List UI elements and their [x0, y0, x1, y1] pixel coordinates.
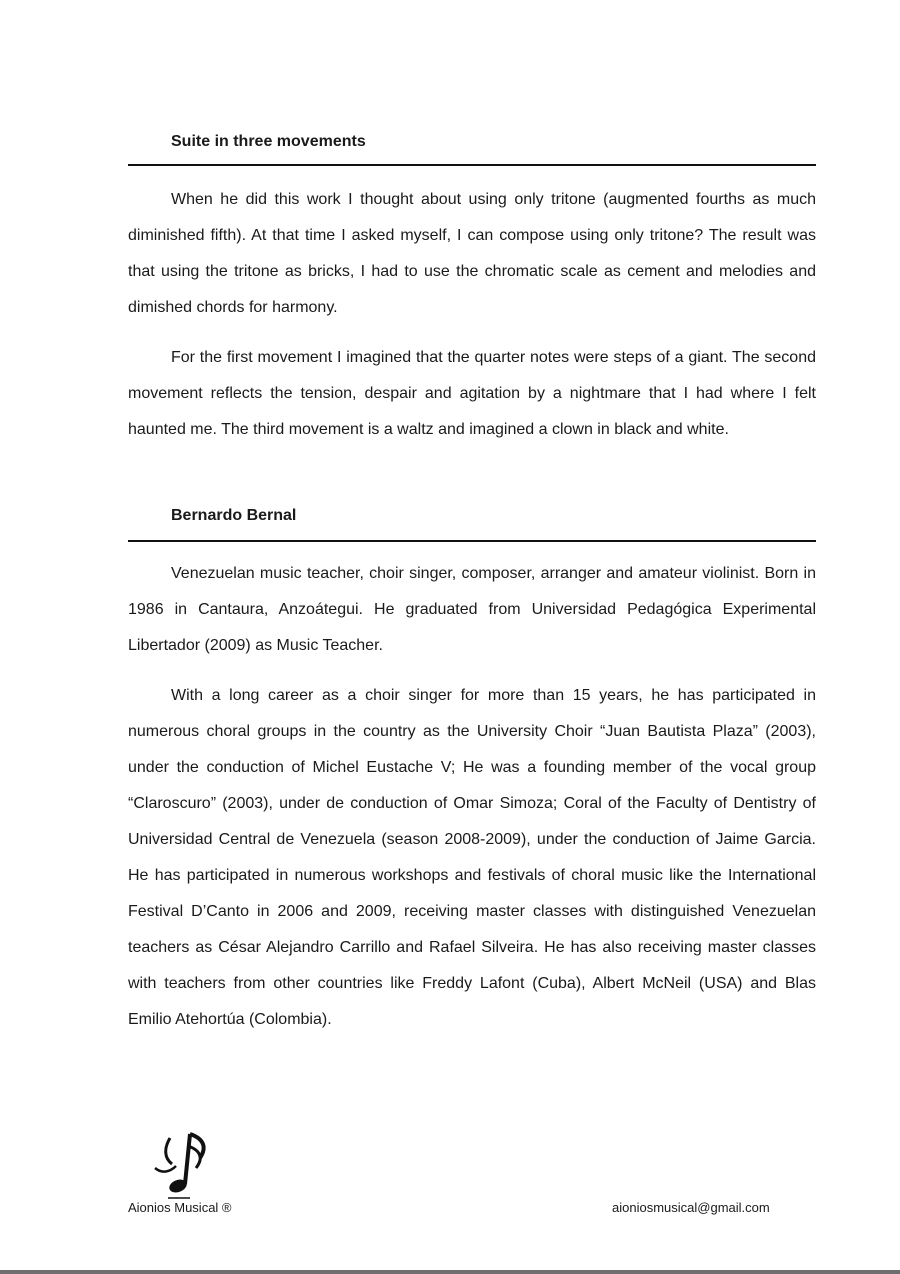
music-note-logo-icon — [150, 1128, 212, 1200]
contact-email: aioniosmusical@gmail.com — [612, 1200, 770, 1215]
section-suite — [128, 131, 816, 448]
paragraph: When he did this work I thought about using only tritone (augmented fourths as much diminished fifth). At that time I asked myself, I can compose using only tritone? The result was that using the tritone as bricks, I had to use the chromatic scale as cement and melodies and dimished chords for harmony. — [128, 191, 816, 316]
paragraph: Venezuelan music teacher, choir singer, composer, arranger and amateur violinist. Born in 1986 in Cantaura, Anzoátegui. He graduated from Universidad Pedagógica Experimental Libertador (2009) as Music Teacher. — [128, 565, 816, 654]
section-title: Suite in three movements — [171, 133, 366, 150]
page-edge — [0, 1270, 900, 1274]
paragraph: For the first movement I imagined that the quarter notes were steps of a giant. The second movement reflects the tension, despair and agitation by a nightmare that I had where I felt haunted me. The third movement is a waltz and imagined a clown in black and white. — [128, 349, 816, 438]
section-title: Bernardo Bernal — [171, 507, 297, 524]
paragraph: With a long career as a choir singer for more than 15 years, he has participated in numerous choral groups in the country as the University Choir “Juan Bautista Plaza” (2003), under the conduction of Michel Eustache V; He was a founding member of the vocal group “Claroscuro” (2003), under de conduction of Omar Simoza; Coral of the Faculty of Dentistry of Universidad Central de Venezuela (season 2008-2009), under the conduction of Jaime Garcia. He has participated in numerous workshops and festivals of choral music like the International Festival D’Canto in 2006 and 2009, receiving master classes with distinguished Venezuelan teachers as César Alejandro Carrillo and Rafael Silveira. He has also receiving master classes with teachers from other countries like Freddy Lafont (Cuba), Albert McNeil (USA) and Blas Emilio Atehortúa (Colombia). — [128, 687, 816, 1028]
brand-name: Aionios Musical ® — [128, 1200, 232, 1215]
section-divider — [128, 540, 816, 542]
section-biography — [128, 505, 816, 1038]
section-divider — [128, 164, 816, 166]
